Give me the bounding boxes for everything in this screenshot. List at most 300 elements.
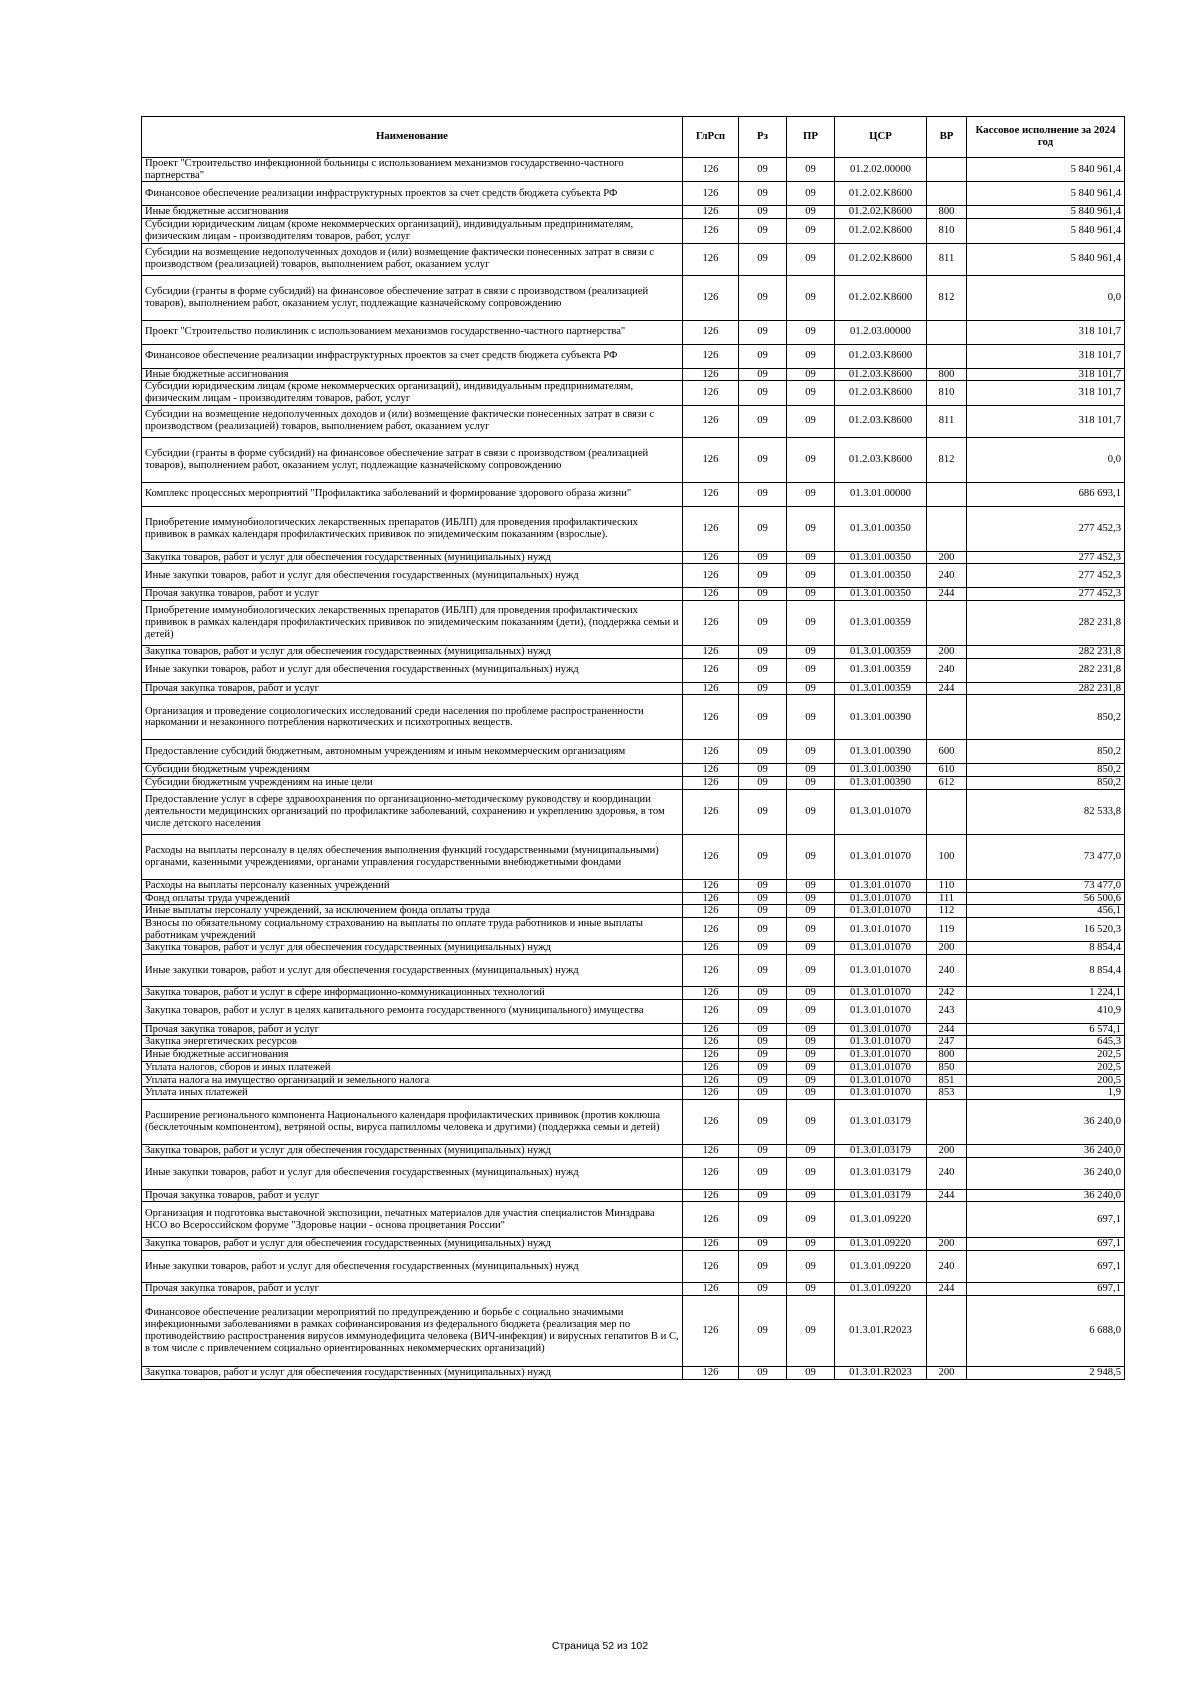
table-row [142, 564, 1125, 588]
cell-sum: 6 574,1 [967, 1023, 1125, 1036]
cell-sum: 36 240,0 [967, 1189, 1125, 1202]
table-row [142, 1087, 1125, 1100]
cell-rz: 09 [739, 1074, 787, 1087]
cell-csr: 01.3.01.09220 [835, 1283, 927, 1296]
cell-name: Субсидии на возмещение недополученных доходов и (или) возмещение фактически понесенных затрат в связи с производством (реализацией) товаров, выполнением работ, оказанием услуг [142, 405, 683, 437]
cell-vr: 812 [927, 437, 967, 482]
table-row [142, 1099, 1125, 1144]
cell-sum: 318 101,7 [967, 320, 1125, 344]
cell-csr: 01.3.01.01070 [835, 789, 927, 834]
cell-csr: 01.2.02.K8600 [835, 219, 927, 243]
cell-name: Закупка товаров, работ и услуг для обеспечения государственных (муниципальных) нужд [142, 551, 683, 564]
cell-name: Финансовое обеспечение реализации инфраструктурных проектов за счет средств бюджета субъекта РФ [142, 344, 683, 368]
cell-name: Предоставление субсидий бюджетным, автономным учреждениям и иным некоммерческим организациям [142, 740, 683, 764]
table-row [142, 789, 1125, 834]
table-row [142, 1366, 1125, 1379]
cell-name: Субсидии бюджетным учреждениям [142, 764, 683, 777]
cell-rz: 09 [739, 588, 787, 601]
cell-vr: 810 [927, 219, 967, 243]
table-row [142, 506, 1125, 551]
table-row [142, 405, 1125, 437]
cell-glrsp: 126 [683, 764, 739, 777]
cell-vr: 811 [927, 243, 967, 275]
table-row [142, 1189, 1125, 1202]
cell-pr: 09 [787, 1144, 835, 1157]
table-row [142, 999, 1125, 1023]
cell-name: Иные закупки товаров, работ и услуг для обеспечения государственных (муниципальных) нужд [142, 1251, 683, 1283]
cell-glrsp: 126 [683, 243, 739, 275]
cell-sum: 16 520,3 [967, 917, 1125, 941]
page-number: Страница 52 из 102 [551, 1640, 649, 1652]
cell-pr: 09 [787, 1238, 835, 1251]
cell-vr: 240 [927, 564, 967, 588]
cell-glrsp: 126 [683, 917, 739, 941]
cell-glrsp: 126 [683, 1074, 739, 1087]
cell-pr: 09 [787, 219, 835, 243]
cell-sum: 282 231,8 [967, 658, 1125, 682]
cell-pr: 09 [787, 206, 835, 219]
cell-csr: 01.3.01.01070 [835, 1074, 927, 1087]
cell-name: Иные закупки товаров, работ и услуг для обеспечения государственных (муниципальных) нужд [142, 564, 683, 588]
cell-pr: 09 [787, 789, 835, 834]
cell-csr: 01.2.02.K8600 [835, 182, 927, 206]
cell-rz: 09 [739, 381, 787, 405]
cell-csr: 01.3.01.00350 [835, 564, 927, 588]
cell-rz: 09 [739, 1366, 787, 1379]
cell-csr: 01.2.03.K8600 [835, 437, 927, 482]
cell-glrsp: 126 [683, 1238, 739, 1251]
cell-csr: 01.3.01.01070 [835, 942, 927, 955]
cell-sum: 5 840 961,4 [967, 182, 1125, 206]
cell-rz: 09 [739, 1061, 787, 1074]
cell-csr: 01.3.01.00350 [835, 551, 927, 564]
cell-rz: 09 [739, 905, 787, 918]
cell-glrsp: 126 [683, 506, 739, 551]
cell-sum: 697,1 [967, 1283, 1125, 1296]
table-row [142, 437, 1125, 482]
cell-vr: 800 [927, 206, 967, 219]
table-row [142, 1036, 1125, 1049]
cell-csr: 01.3.01.00000 [835, 482, 927, 506]
cell-pr: 09 [787, 942, 835, 955]
cell-name: Расходы на выплаты персоналу в целях обеспечения выполнения функций государственными (муниципальными) органами, казенными учреждениями, органами управления государственными внебюджетными фондами [142, 834, 683, 879]
table-row [142, 1049, 1125, 1062]
cell-rz: 09 [739, 999, 787, 1023]
cell-vr: 110 [927, 879, 967, 892]
cell-rz: 09 [739, 1283, 787, 1296]
cell-pr: 09 [787, 405, 835, 437]
table-row [142, 588, 1125, 601]
cell-pr: 09 [787, 437, 835, 482]
cell-sum: 5 840 961,4 [967, 158, 1125, 182]
cell-name: Иные бюджетные ассигнования [142, 368, 683, 381]
cell-name: Приобретение иммунобиологических лекарственных препаратов (ИБЛП) для проведения профилактических прививок в рамках календаря профилактических прививок по эпидемическим показаниям (взрослые). [142, 506, 683, 551]
header-name: Наименование [142, 117, 683, 158]
cell-glrsp: 126 [683, 381, 739, 405]
cell-vr [927, 506, 967, 551]
cell-name: Субсидии юридическим лицам (кроме некоммерческих организаций), индивидуальным предпринимателям, физическим лицам - производителям товаров, работ, услуг [142, 381, 683, 405]
table-row [142, 905, 1125, 918]
cell-csr: 01.3.01.03179 [835, 1157, 927, 1189]
cell-name: Закупка товаров, работ и услуг в целях капитального ремонта государственного (муниципального) имущества [142, 999, 683, 1023]
cell-csr: 01.3.01.R2023 [835, 1366, 927, 1379]
table-row [142, 942, 1125, 955]
cell-name: Закупка товаров, работ и услуг для обеспечения государственных (муниципальных) нужд [142, 1238, 683, 1251]
cell-rz: 09 [739, 892, 787, 905]
table-row [142, 955, 1125, 987]
table-row [142, 320, 1125, 344]
cell-rz: 09 [739, 764, 787, 777]
table-row [142, 777, 1125, 790]
header-pr: ПР [787, 117, 835, 158]
cell-pr: 09 [787, 879, 835, 892]
cell-pr: 09 [787, 987, 835, 1000]
cell-rz: 09 [739, 320, 787, 344]
cell-vr: 111 [927, 892, 967, 905]
cell-pr: 09 [787, 1157, 835, 1189]
cell-csr: 01.3.01.00359 [835, 658, 927, 682]
cell-rz: 09 [739, 1049, 787, 1062]
cell-pr: 09 [787, 740, 835, 764]
cell-glrsp: 126 [683, 1144, 739, 1157]
cell-sum: 200,5 [967, 1074, 1125, 1087]
cell-name: Предоставление услуг в сфере здравоохранения по организационно-методическому руководству и координации деятельности медицинских организаций по профилактике заболеваний, сохранению и укреплению здоровья, в том числе детского населения [142, 789, 683, 834]
cell-csr: 01.3.01.03179 [835, 1099, 927, 1144]
header-vr: ВР [927, 117, 967, 158]
cell-sum: 697,1 [967, 1202, 1125, 1238]
cell-glrsp: 126 [683, 1036, 739, 1049]
cell-name: Субсидии (гранты в форме субсидий) на финансовое обеспечение затрат в связи с производством (реализацией товаров), выполнением работ, оказанием услуг, подлежащие казначейскому сопровождению [142, 437, 683, 482]
cell-csr: 01.2.03.K8600 [835, 381, 927, 405]
cell-vr: 850 [927, 1061, 967, 1074]
cell-pr: 09 [787, 564, 835, 588]
cell-pr: 09 [787, 695, 835, 740]
table-row [142, 368, 1125, 381]
cell-name: Закупка товаров, работ и услуг для обеспечения государственных (муниципальных) нужд [142, 1366, 683, 1379]
cell-name: Расширение регионального компонента Национального календаря профилактических прививок (против коклюша (бесклеточным компонентом), ветряной оспы, вируса папилломы человека и другими) (поддержка семьи и детей) [142, 1099, 683, 1144]
cell-vr: 811 [927, 405, 967, 437]
cell-glrsp: 126 [683, 275, 739, 320]
cell-csr: 01.2.02.00000 [835, 158, 927, 182]
cell-vr: 200 [927, 646, 967, 659]
cell-sum: 850,2 [967, 777, 1125, 790]
table-row [142, 219, 1125, 243]
cell-glrsp: 126 [683, 588, 739, 601]
table-row [142, 1295, 1125, 1366]
cell-pr: 09 [787, 1061, 835, 1074]
cell-sum: 202,5 [967, 1061, 1125, 1074]
cell-sum: 1,9 [967, 1087, 1125, 1100]
cell-name: Проект "Строительство инфекционной больницы с использованием механизмов государственно-частного партнерства" [142, 158, 683, 182]
cell-rz: 09 [739, 1099, 787, 1144]
cell-name: Субсидии юридическим лицам (кроме некоммерческих организаций), индивидуальным предпринимателям, физическим лицам - производителям товаров, работ, услуг [142, 219, 683, 243]
cell-glrsp: 126 [683, 892, 739, 905]
cell-name: Проект "Строительство поликлиник с использованием механизмов государственно-частного партнерства" [142, 320, 683, 344]
cell-sum: 697,1 [967, 1251, 1125, 1283]
header-glrsp: ГлРсп [683, 117, 739, 158]
cell-name: Иные закупки товаров, работ и услуг для обеспечения государственных (муниципальных) нужд [142, 955, 683, 987]
cell-name: Иные закупки товаров, работ и услуг для обеспечения государственных (муниципальных) нужд [142, 1157, 683, 1189]
cell-vr [927, 789, 967, 834]
cell-csr: 01.2.02.K8600 [835, 206, 927, 219]
cell-name: Уплата налогов, сборов и иных платежей [142, 1061, 683, 1074]
cell-rz: 09 [739, 1238, 787, 1251]
cell-pr: 09 [787, 1036, 835, 1049]
cell-name: Субсидии бюджетным учреждениям на иные цели [142, 777, 683, 790]
cell-rz: 09 [739, 1295, 787, 1366]
cell-csr: 01.3.01.01070 [835, 1087, 927, 1100]
cell-csr: 01.3.01.09220 [835, 1202, 927, 1238]
cell-vr [927, 158, 967, 182]
cell-glrsp: 126 [683, 879, 739, 892]
cell-name: Финансовое обеспечение реализации мероприятий по предупреждению и борьбе с социально значимыми инфекционными заболеваниями в рамках софинансирования из федерального бюджета (реализация мер по противодействию распространения вирусов иммунодефицита человека (ВИЧ-инфекция) и вирусных гепатитов B и C, в том числе с привлечением социально ориентированных некоммерческих организаций) [142, 1295, 683, 1366]
cell-name: Прочая закупка товаров, работ и услуг [142, 1023, 683, 1036]
cell-glrsp: 126 [683, 789, 739, 834]
cell-vr: 244 [927, 1189, 967, 1202]
cell-sum: 645,3 [967, 1036, 1125, 1049]
cell-name: Закупка товаров, работ и услуг для обеспечения государственных (муниципальных) нужд [142, 646, 683, 659]
cell-glrsp: 126 [683, 344, 739, 368]
table-row [142, 658, 1125, 682]
cell-glrsp: 126 [683, 437, 739, 482]
cell-rz: 09 [739, 646, 787, 659]
cell-rz: 09 [739, 789, 787, 834]
cell-rz: 09 [739, 551, 787, 564]
cell-name: Иные закупки товаров, работ и услуг для обеспечения государственных (муниципальных) нужд [142, 658, 683, 682]
cell-sum: 282 231,8 [967, 601, 1125, 646]
cell-glrsp: 126 [683, 1099, 739, 1144]
cell-name: Закупка товаров, работ и услуг для обеспечения государственных (муниципальных) нужд [142, 1144, 683, 1157]
cell-rz: 09 [739, 1087, 787, 1100]
cell-pr: 09 [787, 320, 835, 344]
cell-rz: 09 [739, 243, 787, 275]
cell-csr: 01.3.01.00390 [835, 740, 927, 764]
cell-csr: 01.3.01.01070 [835, 1023, 927, 1036]
cell-vr: 851 [927, 1074, 967, 1087]
cell-glrsp: 126 [683, 646, 739, 659]
cell-vr: 200 [927, 551, 967, 564]
cell-rz: 09 [739, 777, 787, 790]
cell-name: Иные бюджетные ассигнования [142, 1049, 683, 1062]
cell-rz: 09 [739, 1023, 787, 1036]
cell-rz: 09 [739, 1157, 787, 1189]
cell-sum: 36 240,0 [967, 1157, 1125, 1189]
cell-glrsp: 126 [683, 1157, 739, 1189]
cell-name: Прочая закупка товаров, работ и услуг [142, 1283, 683, 1296]
cell-vr [927, 695, 967, 740]
cell-glrsp: 126 [683, 942, 739, 955]
cell-rz: 09 [739, 437, 787, 482]
table-row [142, 892, 1125, 905]
cell-rz: 09 [739, 482, 787, 506]
table-row [142, 646, 1125, 659]
cell-vr: 800 [927, 1049, 967, 1062]
cell-glrsp: 126 [683, 182, 739, 206]
cell-name: Уплата иных платежей [142, 1087, 683, 1100]
cell-vr: 112 [927, 905, 967, 918]
cell-sum: 5 840 961,4 [967, 219, 1125, 243]
cell-vr: 240 [927, 1157, 967, 1189]
cell-name: Взносы по обязательному социальному страхованию на выплаты по оплате труда работников и иные выплаты работникам учреждений [142, 917, 683, 941]
cell-sum: 56 500,6 [967, 892, 1125, 905]
cell-sum: 318 101,7 [967, 381, 1125, 405]
table-row [142, 206, 1125, 219]
cell-csr: 01.3.01.01070 [835, 892, 927, 905]
cell-sum: 36 240,0 [967, 1144, 1125, 1157]
cell-vr [927, 182, 967, 206]
cell-pr: 09 [787, 1074, 835, 1087]
cell-rz: 09 [739, 182, 787, 206]
cell-glrsp: 126 [683, 551, 739, 564]
cell-vr [927, 344, 967, 368]
cell-sum: 5 840 961,4 [967, 243, 1125, 275]
cell-sum: 318 101,7 [967, 405, 1125, 437]
cell-vr: 610 [927, 764, 967, 777]
table-row [142, 1074, 1125, 1087]
cell-glrsp: 126 [683, 740, 739, 764]
table-row [142, 601, 1125, 646]
cell-name: Субсидии на возмещение недополученных доходов и (или) возмещение фактически понесенных затрат в связи с производством (реализацией) товаров, выполнением работ, оказанием услуг [142, 243, 683, 275]
cell-sum: 8 854,4 [967, 955, 1125, 987]
cell-vr: 853 [927, 1087, 967, 1100]
cell-rz: 09 [739, 1189, 787, 1202]
cell-csr: 01.3.01.00359 [835, 682, 927, 695]
cell-rz: 09 [739, 682, 787, 695]
table-row [142, 834, 1125, 879]
table-row [142, 740, 1125, 764]
cell-glrsp: 126 [683, 1251, 739, 1283]
table-row [142, 695, 1125, 740]
cell-vr [927, 1295, 967, 1366]
cell-name: Фонд оплаты труда учреждений [142, 892, 683, 905]
cell-csr: 01.3.01.00350 [835, 588, 927, 601]
table-row [142, 1023, 1125, 1036]
cell-csr: 01.3.01.01070 [835, 917, 927, 941]
cell-glrsp: 126 [683, 682, 739, 695]
cell-vr: 200 [927, 1144, 967, 1157]
cell-csr: 01.3.01.00390 [835, 695, 927, 740]
cell-csr: 01.3.01.09220 [835, 1251, 927, 1283]
cell-pr: 09 [787, 1099, 835, 1144]
cell-name: Прочая закупка товаров, работ и услуг [142, 682, 683, 695]
cell-vr: 240 [927, 955, 967, 987]
cell-pr: 09 [787, 368, 835, 381]
cell-name: Приобретение иммунобиологических лекарственных препаратов (ИБЛП) для проведения профилактических прививок в рамках календаря профилактических прививок по эпидемическим показаниям (дети), (поддержка семьи и детей) [142, 601, 683, 646]
cell-glrsp: 126 [683, 405, 739, 437]
cell-vr: 243 [927, 999, 967, 1023]
cell-pr: 09 [787, 1251, 835, 1283]
cell-glrsp: 126 [683, 1049, 739, 1062]
table-row [142, 1251, 1125, 1283]
cell-vr: 242 [927, 987, 967, 1000]
cell-vr [927, 1202, 967, 1238]
cell-csr: 01.3.01.00359 [835, 601, 927, 646]
cell-sum: 282 231,8 [967, 682, 1125, 695]
cell-csr: 01.2.03.K8600 [835, 368, 927, 381]
cell-rz: 09 [739, 879, 787, 892]
cell-csr: 01.3.01.00350 [835, 506, 927, 551]
cell-csr: 01.2.03.K8600 [835, 405, 927, 437]
cell-vr: 200 [927, 1238, 967, 1251]
cell-sum: 850,2 [967, 764, 1125, 777]
cell-sum: 318 101,7 [967, 368, 1125, 381]
table-row [142, 917, 1125, 941]
cell-rz: 09 [739, 917, 787, 941]
cell-glrsp: 126 [683, 777, 739, 790]
cell-glrsp: 126 [683, 955, 739, 987]
cell-pr: 09 [787, 834, 835, 879]
cell-pr: 09 [787, 1023, 835, 1036]
cell-pr: 09 [787, 381, 835, 405]
table-row [142, 1144, 1125, 1157]
cell-vr: 244 [927, 1283, 967, 1296]
cell-rz: 09 [739, 564, 787, 588]
cell-rz: 09 [739, 1036, 787, 1049]
cell-sum: 456,1 [967, 905, 1125, 918]
cell-glrsp: 126 [683, 695, 739, 740]
table-row [142, 1061, 1125, 1074]
cell-pr: 09 [787, 1202, 835, 1238]
cell-name: Прочая закупка товаров, работ и услуг [142, 588, 683, 601]
cell-name: Иные бюджетные ассигнования [142, 206, 683, 219]
cell-pr: 09 [787, 1295, 835, 1366]
cell-csr: 01.3.01.01070 [835, 879, 927, 892]
cell-name: Прочая закупка товаров, работ и услуг [142, 1189, 683, 1202]
cell-glrsp: 126 [683, 219, 739, 243]
cell-pr: 09 [787, 1049, 835, 1062]
cell-sum: 277 452,3 [967, 564, 1125, 588]
cell-csr: 01.3.01.00390 [835, 764, 927, 777]
cell-csr: 01.3.01.01070 [835, 905, 927, 918]
cell-sum: 0,0 [967, 437, 1125, 482]
table-row [142, 1157, 1125, 1189]
cell-csr: 01.2.03.00000 [835, 320, 927, 344]
cell-rz: 09 [739, 658, 787, 682]
cell-pr: 09 [787, 658, 835, 682]
table-row [142, 1283, 1125, 1296]
cell-pr: 09 [787, 892, 835, 905]
table-row [142, 1202, 1125, 1238]
cell-pr: 09 [787, 905, 835, 918]
cell-glrsp: 126 [683, 601, 739, 646]
cell-glrsp: 126 [683, 564, 739, 588]
cell-vr: 244 [927, 588, 967, 601]
cell-pr: 09 [787, 182, 835, 206]
cell-sum: 282 231,8 [967, 646, 1125, 659]
cell-sum: 697,1 [967, 1238, 1125, 1251]
cell-sum: 850,2 [967, 740, 1125, 764]
cell-rz: 09 [739, 955, 787, 987]
cell-rz: 09 [739, 368, 787, 381]
cell-sum: 0,0 [967, 275, 1125, 320]
cell-glrsp: 126 [683, 1061, 739, 1074]
cell-rz: 09 [739, 219, 787, 243]
cell-vr: 100 [927, 834, 967, 879]
cell-csr: 01.3.01.00359 [835, 646, 927, 659]
cell-rz: 09 [739, 834, 787, 879]
cell-glrsp: 126 [683, 987, 739, 1000]
cell-sum: 6 688,0 [967, 1295, 1125, 1366]
header-sum: Кассовое исполнение за 2024 год [967, 117, 1125, 158]
table-row [142, 682, 1125, 695]
cell-glrsp: 126 [683, 1283, 739, 1296]
cell-vr: 810 [927, 381, 967, 405]
cell-rz: 09 [739, 158, 787, 182]
cell-glrsp: 126 [683, 482, 739, 506]
cell-vr: 247 [927, 1036, 967, 1049]
cell-csr: 01.3.01.03179 [835, 1189, 927, 1202]
cell-glrsp: 126 [683, 1202, 739, 1238]
